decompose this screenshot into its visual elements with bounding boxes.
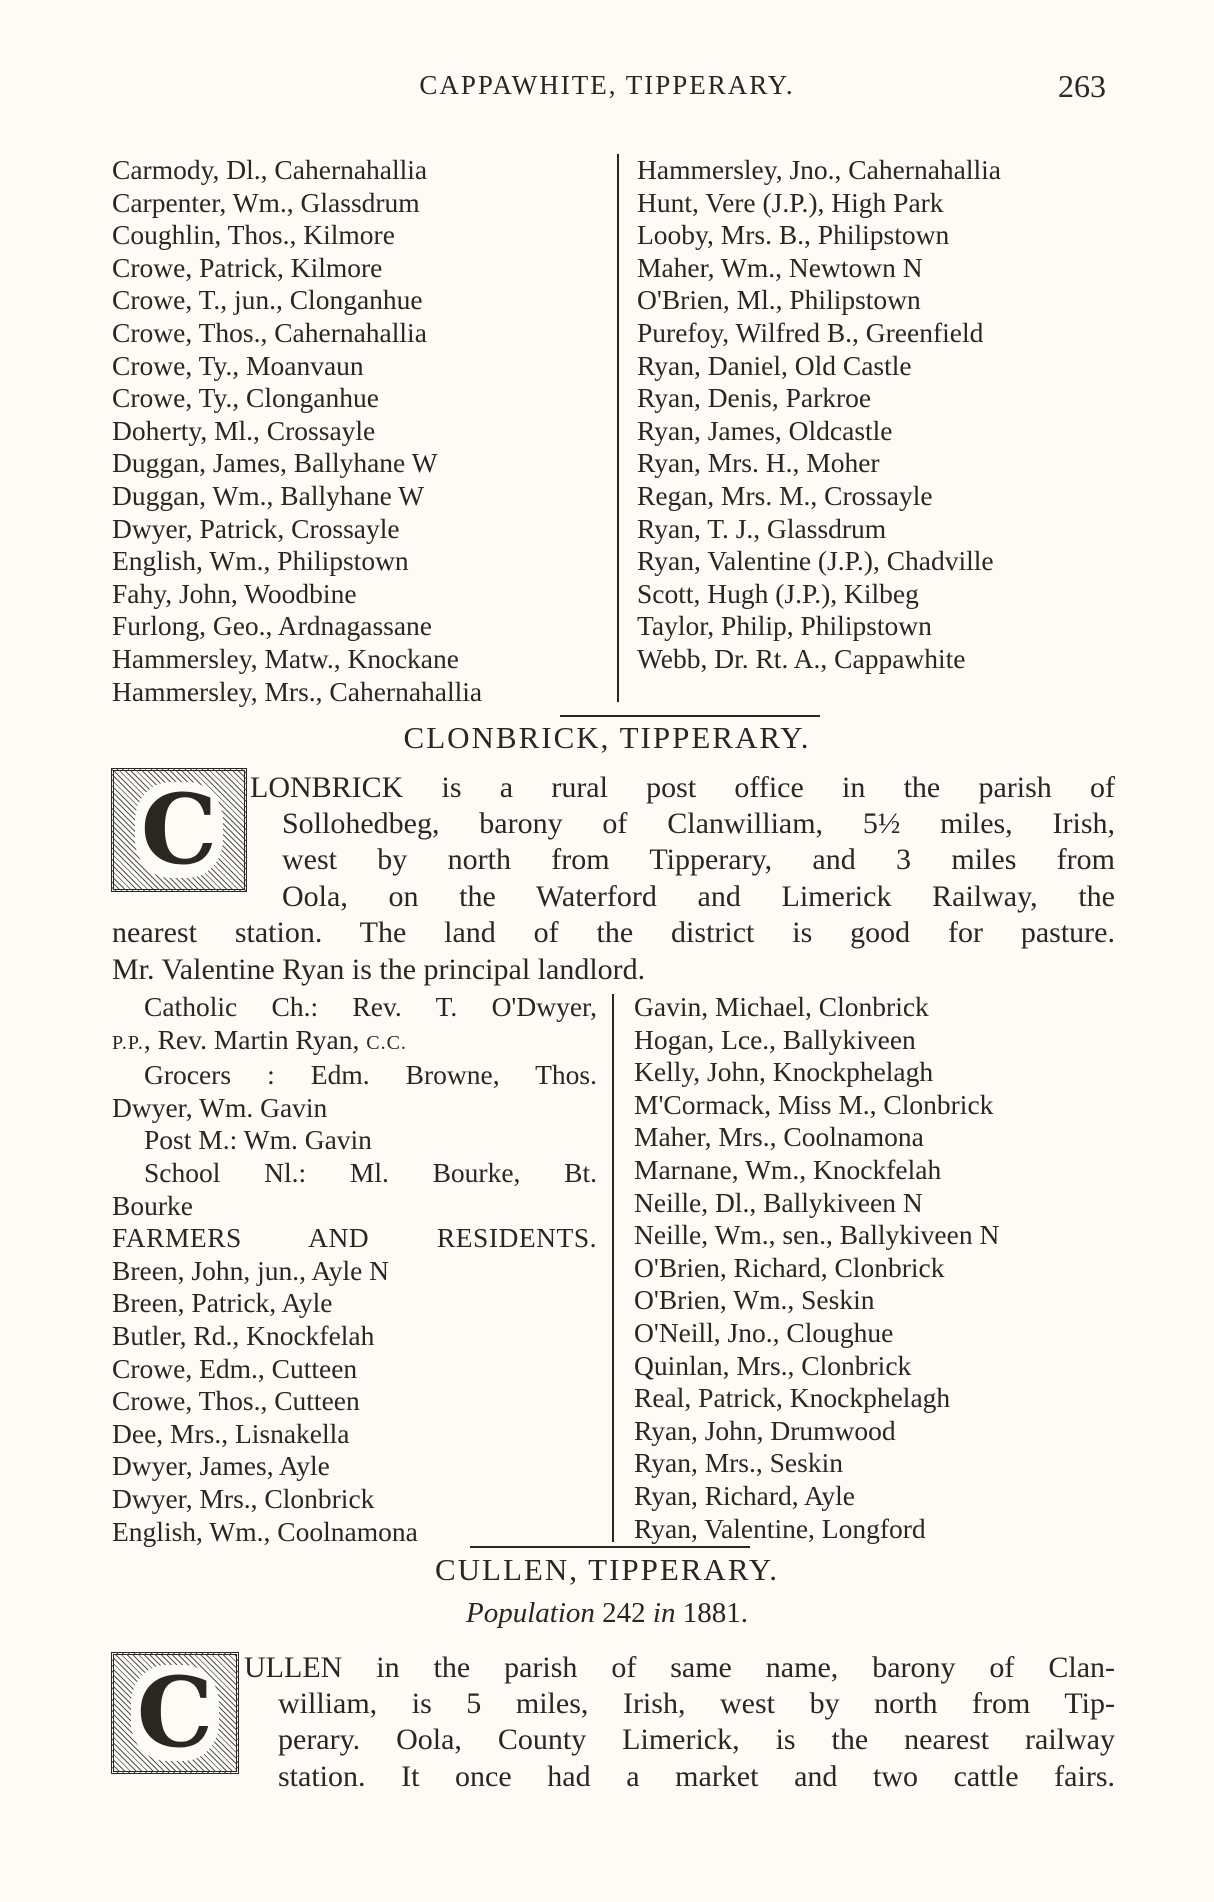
list-item: Ryan, Valentine, Longford xyxy=(634,1512,926,1544)
section-rule xyxy=(560,715,820,717)
list-item: English, Wm., Philipstown xyxy=(112,545,409,577)
list-item: Real, Patrick, Knockphelagh xyxy=(634,1382,951,1414)
population-line xyxy=(0,1597,1214,1630)
list-item: Hammersley, Jno., Cahernahallia xyxy=(637,154,1001,185)
list-item: Duggan, James, Ballyhane W xyxy=(112,447,438,479)
list-item: Hogan, Lce., Ballykiveen xyxy=(634,1023,916,1055)
list-item: O'Brien, Richard, Clonbrick xyxy=(634,1251,945,1283)
paragraph-line: Oola, on the Waterford and Limerick Railway, the xyxy=(282,880,1115,913)
list-item: Crowe, Ty., Clonganhue xyxy=(112,382,379,414)
list-item: Looby, Mrs. B., Philipstown xyxy=(637,219,950,251)
list-item: M'Cormack, Miss M., Clonbrick xyxy=(634,1088,994,1120)
farmers-heading: FARMERS AND RESIDENTS. xyxy=(112,1222,597,1254)
list-item: Gavin, Michael, Clonbrick xyxy=(634,991,929,1022)
list-item: Hammersley, Matw., Knockane xyxy=(112,642,459,674)
list-item: Dwyer, James, Ayle xyxy=(112,1450,330,1482)
paragraph-line: LONBRICK is a rural post office in the parish of xyxy=(250,771,1115,804)
list-item: Dee, Mrs., Lisnakella xyxy=(112,1417,350,1449)
column-divider xyxy=(612,994,614,1542)
list-item: Furlong, Geo., Ardnagassane xyxy=(112,610,433,642)
list-item: Purefoy, Wilfred B., Greenfield xyxy=(637,316,984,348)
cappawhite-right-column xyxy=(637,154,1001,676)
ornamental-initial xyxy=(111,768,247,892)
list-item: Ryan, Mrs., Seskin xyxy=(634,1447,843,1479)
paragraph-line: west by north from Tipperary, and 3 miles from xyxy=(282,843,1115,876)
list-item: Marnane, Wm., Knockfelah xyxy=(634,1153,942,1185)
list-item: Carmody, Dl., Cahernahallia xyxy=(112,154,428,185)
list-item: Maher, Wm., Newtown N xyxy=(637,251,923,283)
population-year: 1881. xyxy=(682,1597,748,1629)
list-item: Fahy, John, Woodbine xyxy=(112,577,357,609)
population-label: Population xyxy=(466,1597,595,1629)
list-item: O'Brien, Wm., Seskin xyxy=(634,1284,875,1316)
cappawhite-left-column xyxy=(112,154,482,708)
clonbrick-right-column xyxy=(634,991,999,1545)
clonbrick-left-column xyxy=(112,991,597,1548)
running-title: CAPPAWHITE, TIPPERARY. xyxy=(419,70,795,100)
population-in: in xyxy=(652,1597,676,1629)
page-number: 263 xyxy=(1058,68,1106,104)
list-item: Crowe, Thos., Cutteen xyxy=(112,1385,360,1417)
section-heading-clonbrick: CLONBRICK, TIPPERARY. xyxy=(403,720,811,755)
school-line: School Nl.: Ml. Bourke, Bt. xyxy=(144,1156,597,1188)
list-item: Ryan, James, Oldcastle xyxy=(637,414,893,446)
list-item: Hammersley, Mrs., Cahernahallia xyxy=(112,675,483,707)
ornamental-initial xyxy=(111,1652,239,1774)
list-item: Breen, John, jun., Ayle N xyxy=(112,1254,390,1286)
dropcap-letter: C xyxy=(135,782,223,878)
paragraph-line: perary. Oola, County Limerick, is the nearest railway xyxy=(278,1723,1115,1756)
list-item: Scott, Hugh (J.P.), Kilbeg xyxy=(637,577,919,609)
list-item: Ryan, T. J., Glassdrum xyxy=(637,512,887,544)
paragraph-line: Sollohedbeg, barony of Clanwilliam, 5½ miles, Irish, xyxy=(282,807,1115,840)
list-item: Ryan, Daniel, Old Castle xyxy=(637,349,912,381)
list-item: Breen, Patrick, Ayle xyxy=(112,1287,333,1319)
list-item: Coughlin, Thos., Kilmore xyxy=(112,219,395,251)
list-item: Webb, Dr. Rt. A., Cappawhite xyxy=(637,642,966,674)
list-item: Taylor, Philip, Philipstown xyxy=(637,610,932,642)
dropcap-letter: C xyxy=(131,1665,219,1761)
list-item: Maher, Mrs., Coolnamona xyxy=(634,1121,924,1153)
catholic-church-line: Catholic Ch.: Rev. T. O'Dwyer, xyxy=(144,991,597,1022)
list-item: Neille, Wm., sen., Ballykiveen N xyxy=(634,1219,1000,1251)
catholic-church-line xyxy=(112,1024,597,1060)
list-item: Kelly, John, Knockphelagh xyxy=(634,1056,934,1088)
school-line: Bourke xyxy=(112,1189,193,1221)
list-item: Crowe, Patrick, Kilmore xyxy=(112,251,383,283)
list-item: Crowe, Edm., Cutteen xyxy=(112,1352,358,1384)
list-item: Regan, Mrs. M., Crossayle xyxy=(637,479,933,511)
list-item: Neille, Dl., Ballykiveen N xyxy=(634,1186,923,1218)
list-item: Crowe, Ty., Moanvaun xyxy=(112,349,364,381)
list-item: Dwyer, Patrick, Crossayle xyxy=(112,512,400,544)
list-item: O'Neill, Jno., Cloughue xyxy=(634,1316,894,1348)
list-item: Ryan, Richard, Ayle xyxy=(634,1479,855,1511)
list-item: Quinlan, Mrs., Clonbrick xyxy=(634,1349,912,1381)
list-item: Duggan, Wm., Ballyhane W xyxy=(112,479,425,511)
list-item: Dwyer, Mrs., Clonbrick xyxy=(112,1482,375,1514)
post-master-line: Post M.: Wm. Gavin xyxy=(144,1124,372,1156)
list-item: Crowe, Thos., Cahernahallia xyxy=(112,316,427,348)
paragraph-line: ULLEN in the parish of same name, barony of Clan- xyxy=(244,1651,1115,1684)
paragraph-line: william, is 5 miles, Irish, west by north from Tip- xyxy=(278,1687,1115,1720)
paragraph-line: Mr. Valentine Ryan is the principal landlord. xyxy=(112,953,646,986)
list-item: O'Brien, Ml., Philipstown xyxy=(637,284,921,316)
text: , Rev. Martin Ryan, xyxy=(143,1023,367,1055)
section-rule xyxy=(470,1546,750,1548)
list-item: Crowe, T., jun., Clonganhue xyxy=(112,284,423,316)
list-item: Hunt, Vere (J.P.), High Park xyxy=(637,186,944,218)
paragraph-line: station. It once had a market and two cattle fairs. xyxy=(278,1760,1115,1793)
list-item: Butler, Rd., Knockfelah xyxy=(112,1319,375,1351)
list-item: Ryan, Denis, Parkroe xyxy=(637,382,872,414)
grocers-line: Grocers : Edm. Browne, Thos. xyxy=(144,1059,597,1091)
list-item: Carpenter, Wm., Glassdrum xyxy=(112,186,420,218)
paragraph-line: nearest station. The land of the district is good for pasture. xyxy=(112,916,1115,949)
list-item: Ryan, Mrs. H., Moher xyxy=(637,447,880,479)
abbrev-pp: P.P. xyxy=(112,1031,144,1054)
list-item: Ryan, Valentine (J.P.), Chadville xyxy=(637,545,994,577)
list-item: Ryan, John, Drumwood xyxy=(634,1414,896,1446)
column-divider xyxy=(617,154,619,702)
population-value: 242 xyxy=(602,1597,646,1629)
abbrev-cc: C.C. xyxy=(366,1031,407,1054)
list-item: Doherty, Ml., Crossayle xyxy=(112,414,376,446)
list-item: English, Wm., Coolnamona xyxy=(112,1515,418,1547)
section-heading-cullen: CULLEN, TIPPERARY. xyxy=(434,1552,780,1587)
grocers-line: Dwyer, Wm. Gavin xyxy=(112,1091,328,1123)
